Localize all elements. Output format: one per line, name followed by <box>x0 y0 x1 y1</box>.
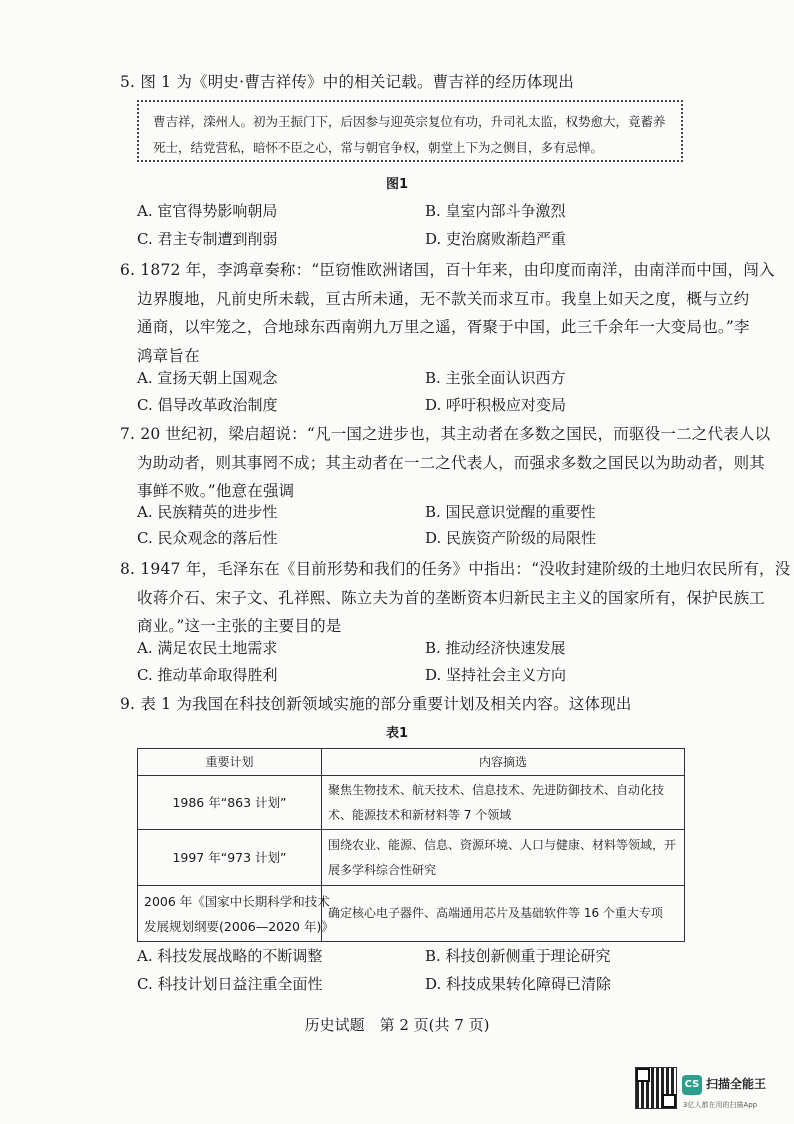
q8-stem-line: 收蒋介石、宋子文、孔祥熙、陈立夫为首的垄断资本归新民主主义的国家所有，保护民族工 <box>137 588 766 607</box>
q9-option-b[interactable]: B. 科技创新侧重于理论研究 <box>425 947 611 965</box>
table-cell-plan <box>138 830 322 886</box>
q5-stem: 5. 图 1 为《明史·曹吉祥传》中的相关记载。曹吉祥的经历体现出 <box>120 73 574 91</box>
page-footer: 历史试题 第 2 页(共 7 页) <box>304 1016 490 1034</box>
q8-stem-line: 8. 1947 年，毛泽东在《目前形势和我们的任务》中指出：“没收封建阶级的土地归农民所有，没 <box>120 560 791 578</box>
q5-option-b[interactable]: B. 皇室内部斗争激烈 <box>425 202 566 220</box>
q6-stem <box>120 256 775 370</box>
q7-stem <box>120 420 771 506</box>
q8-option-c[interactable]: C. 推动革命取得胜利 <box>137 666 278 684</box>
q5-option-a[interactable]: A. 宦官得势影响朝局 <box>137 202 278 220</box>
plan-line: 1997 年“973 计划” <box>172 850 287 865</box>
q7-option-a[interactable]: A. 民族精英的进步性 <box>137 503 278 521</box>
q5-quote-box: 曹吉祥，滦州人。初为王振门下，后因参与迎英宗复位有功，升司礼太监，权势愈大，竟蓄养死士，结党营私，暗怀不臣之心，常与朝官争权，朝堂上下为之侧目，多有忌惮。 <box>137 100 683 162</box>
plan-line: 2006 年《国家中长期科学和技术 <box>144 893 330 909</box>
q9-table-caption: 表1 <box>385 726 409 741</box>
plan-line: 1986 年“863 计划” <box>172 795 287 810</box>
q6-stem-line: 边界腹地，凡前史所未载，亘古所未通，无不款关而求互市。我皇上如天之度，概与立约 <box>137 289 750 308</box>
table-header-content: 内容摘选 <box>322 749 685 776</box>
q7-option-b[interactable]: B. 国民意识觉醒的重要性 <box>425 503 596 521</box>
q6-option-b[interactable]: B. 主张全面认识西方 <box>425 369 566 387</box>
q9-option-a[interactable]: A. 科技发展战略的不断调整 <box>137 947 323 965</box>
table-cell-content: 围绕农业、能源、信息、资源环境、人口与健康、材料等领域，开展多学科综合性研究 <box>322 830 685 886</box>
table-cell-plan <box>138 776 322 830</box>
q5-option-c[interactable]: C. 君主专制遭到削弱 <box>137 230 278 248</box>
q5-figure-caption: 图1 <box>385 177 409 192</box>
table-cell-content: 聚焦生物技术、航天技术、信息技术、先进防御技术、自动化技术、能源技术和新材料等 7 个领域 <box>322 776 685 830</box>
q6-stem-line: 通商，以牢笼之，合地球东西南朔九万里之遥，胥聚于中国，此三千余年一大变局也。”李 <box>137 318 750 336</box>
q8-option-d[interactable]: D. 坚持社会主义方向 <box>425 666 567 684</box>
q6-option-d[interactable]: D. 呼吁积极应对变局 <box>425 396 567 414</box>
table-header-plan: 重要计划 <box>138 749 322 776</box>
table-row <box>138 776 685 830</box>
q6-option-a[interactable]: A. 宣扬天朝上国观念 <box>137 369 278 387</box>
q6-stem-line: 6. 1872 年，李鸿章奏称：“臣窃惟欧洲诸国，百十年来，由印度而南洋，由南洋而中国，闯入 <box>120 261 775 279</box>
table-row <box>138 886 685 942</box>
q7-stem-line: 7. 20 世纪初，梁启超说：“凡一国之进步也，其主动者在多数之国民，而驱役一二之代表人以 <box>120 425 771 443</box>
table-cell-content: 确定核心电子器件、高端通用芯片及基础软件等 16 个重大专项 <box>322 886 685 942</box>
plan-line: 发展规划纲要(2006—2020 年)》 <box>144 918 334 934</box>
camscanner-logo-icon: CS <box>682 1075 702 1095</box>
watermark-name: 扫描全能王 <box>706 1077 767 1091</box>
q8-option-a[interactable]: A. 满足农民土地需求 <box>137 639 278 657</box>
q7-option-c[interactable]: C. 民众观念的落后性 <box>137 529 278 547</box>
watermark-tagline: 3亿人都在用的扫描App <box>683 1101 758 1109</box>
q6-stem-line: 鸿章旨在 <box>137 346 200 365</box>
q5-option-d[interactable]: D. 吏治腐败渐趋严重 <box>425 230 567 248</box>
q8-option-b[interactable]: B. 推动经济快速发展 <box>425 639 566 657</box>
table-row <box>138 830 685 886</box>
q7-option-d[interactable]: D. 民族资产阶级的局限性 <box>425 529 597 547</box>
q7-stem-line: 事鲜不败。”他意在强调 <box>137 482 295 500</box>
q7-stem-line: 为助动者，则其事罔不成；其主动者在一二之代表人，而强求多数之国民以为助动者，则其 <box>137 453 766 472</box>
table-header-row <box>138 749 685 776</box>
q9-option-d[interactable]: D. 科技成果转化障碍已清除 <box>425 975 612 993</box>
q8-stem-line: 商业。”这一主张的主要目的是 <box>137 617 342 635</box>
q6-option-c[interactable]: C. 倡导改革政治制度 <box>137 396 278 414</box>
q9-option-c[interactable]: C. 科技计划日益注重全面性 <box>137 975 323 993</box>
qr-code-icon <box>636 1068 676 1108</box>
q8-stem <box>120 555 791 641</box>
table-cell-plan <box>138 886 334 942</box>
q9-table <box>137 748 685 942</box>
q9-stem: 9. 表 1 为我国在科技创新领域实施的部分重要计划及相关内容。这体现出 <box>120 695 632 713</box>
